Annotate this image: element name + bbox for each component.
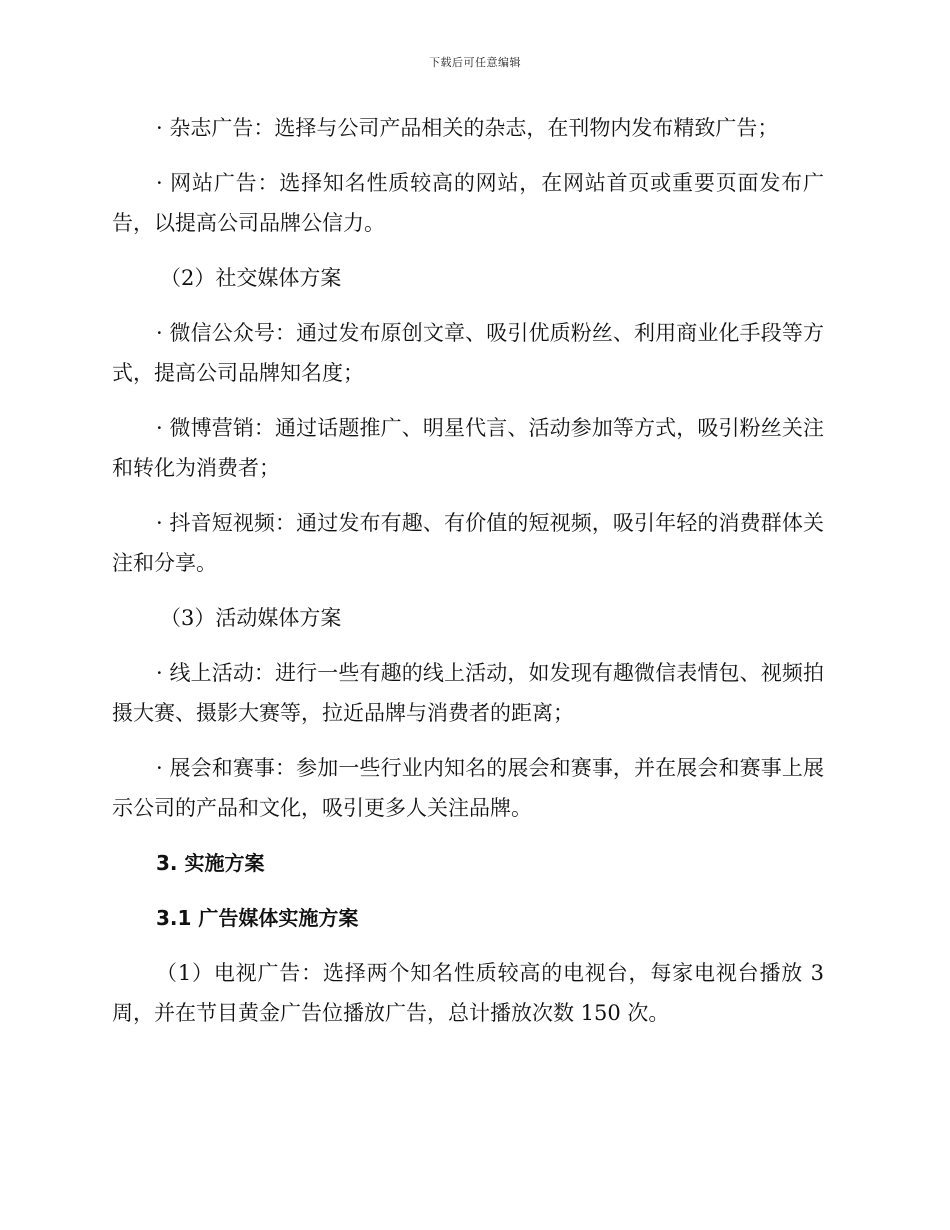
section-heading-implementation: 3. 实施方案: [156, 851, 265, 875]
page-header: 下载后可任意编辑: [429, 56, 521, 69]
bullet-douyin: · 抖音短视频：通过发布有趣、有价值的短视频，吸引年轻的消费群体关注和分享。: [112, 511, 824, 575]
bullet-magazine-ads: · 杂志广告：选择与公司产品相关的杂志，在刊物内发布精致广告；: [156, 116, 779, 140]
document-body: [112, 108, 824, 1048]
subhead-event-media: （3）活动媒体方案: [160, 606, 342, 630]
paragraph-tv-ads: （1）电视广告：选择两个知名性质较高的电视台，每家电视台播放 3 周，并在节目黄金广告位播放广告，总计播放次数 150 次。: [112, 961, 824, 1025]
bullet-exhibitions: · 展会和赛事：参加一些行业内知名的展会和赛事，并在展会和赛事上展示公司的产品和文化，吸引更多人关注品牌。: [112, 756, 824, 820]
subhead-social-media: （2）社交媒体方案: [160, 266, 342, 290]
subsection-heading-ad-media: 3.1 广告媒体实施方案: [156, 906, 359, 930]
bullet-wechat: · 微信公众号：通过发布原创文章、吸引优质粉丝、利用商业化手段等方式，提高公司品牌知名度；: [112, 321, 824, 385]
bullet-weibo: · 微博营销：通过话题推广、明星代言、活动参加等方式，吸引粉丝关注和转化为消费者；: [112, 416, 824, 480]
bullet-website-ads: · 网站广告：选择知名性质较高的网站，在网站首页或重要页面发布广告，以提高公司品牌公信力。: [112, 171, 824, 235]
bullet-online-events: · 线上活动：进行一些有趣的线上活动，如发现有趣微信表情包、视频拍摄大赛、摄影大赛等，拉近品牌与消费者的距离；: [112, 661, 824, 725]
